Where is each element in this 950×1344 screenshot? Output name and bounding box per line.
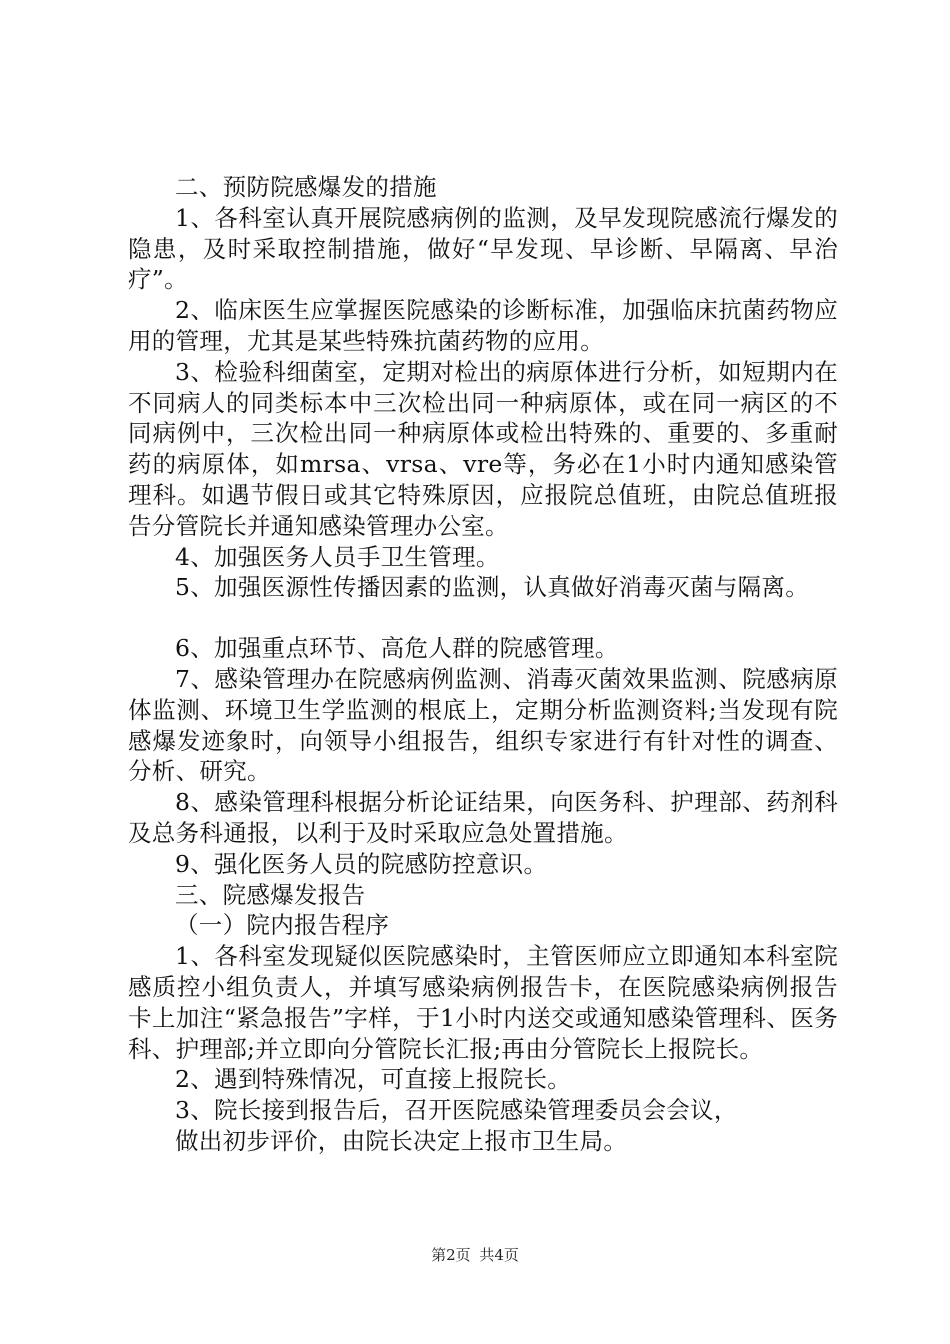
paragraph: 3、院长接到报告后，召开医院感染管理委员会会议， bbox=[175, 1096, 738, 1125]
paragraph: 2、遇到特殊情况，可直接上报院长。 bbox=[175, 1065, 572, 1094]
document-body bbox=[128, 172, 838, 1157]
subsection-heading: （一）院内报告程序 bbox=[175, 911, 390, 940]
paragraph: 3、检验科细菌室，定期对检出的病原体进行分析，如短期内在不同病人的同类标本中三次检出同一种病原体，或在同一病区的不同病例中，三次检出同一种病原体或检出特殊的、重要的、多重耐药的病原体，如mrsa、vrsa、vre等，务必在1小时内通知感染管理科。如遇节假日或其它特殊原因，应报院总值班，由院总值班报告分管院长并通知感染管理办公室。 bbox=[128, 357, 838, 540]
page-total: 共4页 bbox=[479, 1246, 519, 1264]
paragraph: 4、加强医务人员手卫生管理。 bbox=[175, 542, 500, 571]
page-number: 第2页 bbox=[431, 1246, 471, 1264]
section-heading: 二、预防院感爆发的措施 bbox=[175, 173, 437, 201]
paragraph: 9、强化医务人员的院感防控意识。 bbox=[175, 849, 548, 878]
paragraph: 6、加强重点环节、高危人群的院感管理。 bbox=[175, 634, 619, 663]
paragraph: 做出初步评价，由院长决定上报市卫生局。 bbox=[175, 1126, 628, 1155]
page-footer bbox=[0, 1245, 950, 1265]
paragraph: 5、加强医源性传播因素的监测，认真做好消毒灭菌与隔离。 bbox=[175, 573, 810, 602]
paragraph: 1、各科室认真开展院感病例的监测，及早发现院感流行爆发的隐患，及时采取控制措施，做好“早发现、早诊断、早隔离、早治疗”。 bbox=[128, 203, 838, 294]
section-heading: 三、院感爆发报告 bbox=[175, 880, 366, 909]
paragraph: 1、各科室发现疑似医院感染时，主管医师应立即通知本科室院感质控小组负责人，并填写感染病例报告卡，在医院感染病例报告卡上加注“紧急报告”字样，于1小时内送交或通知感染管理科、医务科、护理部;并立即向分管院长汇报;再由分管院长上报院长。 bbox=[128, 942, 838, 1063]
paragraph: 7、感染管理办在院感病例监测、消毒灭菌效果监测、院感病原体监测、环境卫生学监测的根底上，定期分析监测资料;当发现有院感爆发迹象时，向领导小组报告，组织专家进行有针对性的调查、分析、研究。 bbox=[128, 664, 838, 786]
paragraph: 2、临床医生应掌握医院感染的诊断标准，加强临床抗菌药物应用的管理，尤其是某些特殊抗菌药物的应用。 bbox=[128, 296, 838, 355]
paragraph: 8、感染管理科根据分析论证结果，向医务科、护理部、药剂科及总务科通报，以利于及时采取应急处置措施。 bbox=[128, 788, 838, 847]
